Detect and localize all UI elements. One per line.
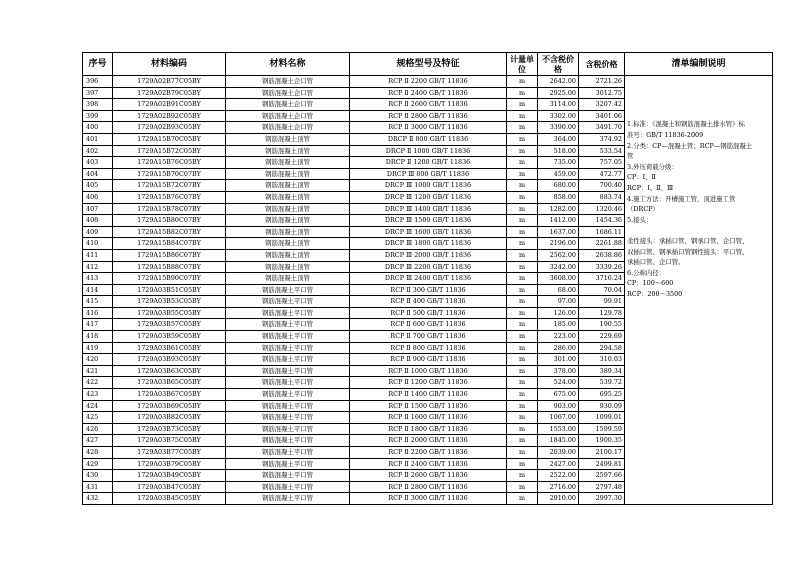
cell-unit: m	[507, 412, 538, 424]
note-line	[627, 98, 770, 109]
cell-no: 397	[83, 87, 113, 99]
cell-no: 411	[83, 249, 113, 261]
cell-price-in: 310.03	[579, 354, 625, 366]
cell-name: 钢筋混凝土平口管	[226, 470, 350, 482]
cell-code: 1729A15B70C05BY	[113, 133, 226, 145]
cell-spec: RCP Ⅱ 2200 GB/T 11836	[350, 76, 507, 88]
cell-price-in: 2499.81	[579, 458, 625, 470]
cell-spec: RCP Ⅱ 2400 GB/T 11836	[350, 458, 507, 470]
cell-no: 407	[83, 203, 113, 215]
cell-unit: m	[507, 307, 538, 319]
cell-unit: m	[507, 400, 538, 412]
cell-price-in: 2721.26	[579, 76, 625, 88]
cell-name: 钢筋混凝土平口管	[226, 412, 350, 424]
cell-name: 钢筋混凝土平口管	[226, 354, 350, 366]
cell-spec: DRCP Ⅲ 1500 GB/T 11836	[350, 215, 507, 227]
cell-price-ex: 524.00	[538, 377, 579, 389]
cell-price-in: 190.55	[579, 319, 625, 331]
cell-spec: RCP Ⅱ 3000 GB/T 11836	[350, 122, 507, 134]
cell-spec: RCP Ⅱ 900 GB/T 11836	[350, 354, 507, 366]
cell-spec: DRCP Ⅲ 2000 GB/T 11836	[350, 249, 507, 261]
cell-price-ex: 2427.00	[538, 458, 579, 470]
cell-price-in: 2261.88	[579, 238, 625, 250]
cell-name: 钢筋混凝土平口管	[226, 493, 350, 505]
cell-code: 1729A03B49C05BY	[113, 470, 226, 482]
cell-spec: DRCP Ⅱ 800 GB/T 11836	[350, 133, 507, 145]
cell-no: 396	[83, 76, 113, 88]
cell-spec: RCP Ⅱ 2800 GB/T 11836	[350, 481, 507, 493]
cell-name: 钢筋混凝土平口管	[226, 435, 350, 447]
cell-price-in: 2638.86	[579, 249, 625, 261]
cell-spec: RCP Ⅱ 1400 GB/T 11836	[350, 389, 507, 401]
cell-unit: m	[507, 180, 538, 192]
cell-price-in: 389.34	[579, 365, 625, 377]
cell-code: 1729A03B69C05BY	[113, 400, 226, 412]
cell-spec: RCP Ⅱ 2800 GB/T 11836	[350, 110, 507, 122]
cell-code: 1729A15B72C07BY	[113, 180, 226, 192]
cell-spec: DRCP Ⅲ 1000 GB/T 11836	[350, 180, 507, 192]
cell-code: 1729A03B79C05BY	[113, 458, 226, 470]
cell-no: 404	[83, 168, 113, 180]
cell-code: 1729A03B67C05BY	[113, 389, 226, 401]
cell-price-in: 2597.66	[579, 470, 625, 482]
cell-name: 钢筋混凝土企口管	[226, 122, 350, 134]
note-line: （DRCP）	[627, 205, 659, 214]
header-unit: 计量单位	[507, 53, 538, 76]
cell-spec: DRCP Ⅱ 1000 GB/T 11836	[350, 145, 507, 157]
cell-code: 1729A15B90C07BY	[113, 273, 226, 285]
cell-unit: m	[507, 423, 538, 435]
cell-price-ex: 2196.00	[538, 238, 579, 250]
cell-price-in: 1320.46	[579, 203, 625, 215]
header-row	[83, 53, 773, 76]
cell-price-ex: 1412.00	[538, 215, 579, 227]
cell-price-ex: 1637.00	[538, 226, 579, 238]
cell-unit: m	[507, 435, 538, 447]
cell-unit: m	[507, 377, 538, 389]
cell-unit: m	[507, 76, 538, 88]
cell-unit: m	[507, 447, 538, 459]
cell-name: 钢筋混凝土顶管	[226, 203, 350, 215]
cell-price-in: 930.09	[579, 400, 625, 412]
cell-price-ex: 675.00	[538, 389, 579, 401]
cell-name: 钢筋混凝土平口管	[226, 296, 350, 308]
cell-name: 钢筋混凝土平口管	[226, 389, 350, 401]
cell-name: 钢筋混凝土平口管	[226, 331, 350, 343]
cell-no: 405	[83, 180, 113, 192]
cell-price-ex: 3114.00	[538, 99, 579, 111]
cell-code: 1729A15B86C07BY	[113, 249, 226, 261]
note-line	[627, 225, 770, 236]
cell-price-in: 472.77	[579, 168, 625, 180]
cell-price-in: 294.58	[579, 342, 625, 354]
cell-unit: m	[507, 168, 538, 180]
header-price-ex: 不含税价 格	[538, 53, 579, 76]
cell-no: 426	[83, 423, 113, 435]
cell-price-ex: 459.00	[538, 168, 579, 180]
cell-no: 430	[83, 470, 113, 482]
cell-price-ex: 2910.00	[538, 493, 579, 505]
note-line: RCP：200～3500	[627, 289, 683, 298]
cell-code: 1729A03B65C05BY	[113, 377, 226, 389]
cell-name: 钢筋混凝土平口管	[226, 342, 350, 354]
cell-price-ex: 301.00	[538, 354, 579, 366]
notes-cell	[625, 76, 773, 505]
header-spec: 规格型号及特征	[350, 53, 507, 76]
cell-code: 1729A15B78C07BY	[113, 203, 226, 215]
cell-no: 432	[83, 493, 113, 505]
note-line: 管	[627, 152, 634, 161]
cell-code: 1729A03B73C05BY	[113, 423, 226, 435]
cell-code: 1729A03B63C05BY	[113, 365, 226, 377]
cell-unit: m	[507, 458, 538, 470]
cell-unit: m	[507, 215, 538, 227]
cell-name: 钢筋混凝土顶管	[226, 261, 350, 273]
cell-no: 419	[83, 342, 113, 354]
header-code: 材料编码	[113, 53, 226, 76]
cell-name: 钢筋混凝土平口管	[226, 481, 350, 493]
cell-price-ex: 2716.00	[538, 481, 579, 493]
cell-price-ex: 364.00	[538, 133, 579, 145]
cell-name: 钢筋混凝土顶管	[226, 133, 350, 145]
cell-spec: DRCP Ⅲ 800 GB/T 11836	[350, 168, 507, 180]
cell-no: 420	[83, 354, 113, 366]
header-name: 材料名称	[226, 53, 350, 76]
cell-code: 1729A15B80C07BY	[113, 215, 226, 227]
cell-price-in: 229.69	[579, 331, 625, 343]
cell-price-in: 695.25	[579, 389, 625, 401]
cell-unit: m	[507, 145, 538, 157]
cell-no: 412	[83, 261, 113, 273]
cell-code: 1729A02B91C05BY	[113, 99, 226, 111]
cell-name: 钢筋混凝土顶管	[226, 249, 350, 261]
price-table	[82, 52, 773, 505]
cell-spec: DRCP Ⅲ 1800 GB/T 11836	[350, 238, 507, 250]
cell-code: 1729A15B82C07BY	[113, 226, 226, 238]
cell-unit: m	[507, 273, 538, 285]
cell-spec: RCP Ⅱ 1200 GB/T 11836	[350, 377, 507, 389]
cell-price-ex: 286.00	[538, 342, 579, 354]
cell-unit: m	[507, 87, 538, 99]
cell-no: 402	[83, 145, 113, 157]
cell-price-in: 374.92	[579, 133, 625, 145]
cell-code: 1729A03B51C05BY	[113, 284, 226, 296]
cell-no: 400	[83, 122, 113, 134]
note-line: 双插口管、钢承插口管钢性接头：平口管、	[627, 247, 749, 256]
cell-spec: RCP Ⅱ 800 GB/T 11836	[350, 342, 507, 354]
cell-code: 1729A02B93C05BY	[113, 122, 226, 134]
cell-spec: RCP Ⅱ 700 GB/T 11836	[350, 331, 507, 343]
cell-name: 钢筋混凝土顶管	[226, 157, 350, 169]
cell-no: 424	[83, 400, 113, 412]
note-line: CP：Ⅰ、Ⅱ	[627, 173, 656, 182]
note-line: 准号：GB/T 11836-2009	[627, 130, 704, 139]
cell-unit: m	[507, 191, 538, 203]
table-body	[83, 76, 773, 505]
note-line: RCP：Ⅰ、Ⅱ、Ⅲ	[627, 183, 674, 192]
cell-spec: DRCP Ⅲ 1400 GB/T 11836	[350, 203, 507, 215]
cell-price-ex: 126.00	[538, 307, 579, 319]
cell-price-in: 129.78	[579, 307, 625, 319]
cell-code: 1729A15B84C07BY	[113, 238, 226, 250]
cell-no: 416	[83, 307, 113, 319]
cell-price-in: 1900.35	[579, 435, 625, 447]
cell-price-in: 883.74	[579, 191, 625, 203]
cell-code: 1729A15B76C07BY	[113, 191, 226, 203]
cell-no: 414	[83, 284, 113, 296]
cell-spec: RCP Ⅱ 1500 GB/T 11836	[350, 400, 507, 412]
cell-price-in: 3339.26	[579, 261, 625, 273]
cell-unit: m	[507, 203, 538, 215]
cell-code: 1729A03B53C05BY	[113, 296, 226, 308]
cell-name: 钢筋混凝土平口管	[226, 307, 350, 319]
cell-unit: m	[507, 284, 538, 296]
cell-unit: m	[507, 157, 538, 169]
cell-no: 427	[83, 435, 113, 447]
cell-price-in: 1686.11	[579, 226, 625, 238]
note-line: CP：100～600	[627, 279, 674, 288]
cell-price-ex: 2522.00	[538, 470, 579, 482]
cell-spec: RCP Ⅱ 1000 GB/T 11836	[350, 365, 507, 377]
note-line: 柔性接头：承插口管、钢承口管、企口管、	[627, 236, 749, 245]
cell-spec: RCP Ⅱ 1800 GB/T 11836	[350, 423, 507, 435]
cell-code: 1729A03B77C05BY	[113, 447, 226, 459]
cell-price-ex: 1845.00	[538, 435, 579, 447]
cell-name: 钢筋混凝土平口管	[226, 458, 350, 470]
cell-price-in: 539.72	[579, 377, 625, 389]
cell-name: 钢筋混凝土企口管	[226, 110, 350, 122]
cell-unit: m	[507, 296, 538, 308]
cell-no: 428	[83, 447, 113, 459]
cell-no: 415	[83, 296, 113, 308]
cell-price-in: 99.91	[579, 296, 625, 308]
cell-code: 1729A02B77C05BY	[113, 76, 226, 88]
header-no: 序号	[83, 53, 113, 76]
cell-price-ex: 518.00	[538, 145, 579, 157]
cell-code: 1729A03B59C05BY	[113, 331, 226, 343]
cell-spec: RCP Ⅱ 500 GB/T 11836	[350, 307, 507, 319]
cell-price-in: 70.04	[579, 284, 625, 296]
header-price-in: 含税价格	[579, 53, 625, 76]
cell-price-ex: 68.00	[538, 284, 579, 296]
cell-price-ex: 223.00	[538, 331, 579, 343]
cell-no: 401	[83, 133, 113, 145]
cell-price-ex: 185.00	[538, 319, 579, 331]
cell-spec: RCP Ⅱ 400 GB/T 11836	[350, 296, 507, 308]
cell-unit: m	[507, 365, 538, 377]
cell-no: 409	[83, 226, 113, 238]
cell-unit: m	[507, 133, 538, 145]
cell-name: 钢筋混凝土平口管	[226, 365, 350, 377]
cell-name: 钢筋混凝土平口管	[226, 400, 350, 412]
cell-code: 1729A03B45C05BY	[113, 493, 226, 505]
cell-code: 1729A15B88C07BY	[113, 261, 226, 273]
cell-code: 1729A03B82C05BY	[113, 412, 226, 424]
cell-no: 423	[83, 389, 113, 401]
cell-no: 421	[83, 365, 113, 377]
cell-unit: m	[507, 331, 538, 343]
cell-code: 1729A02B92C05BY	[113, 110, 226, 122]
cell-price-ex: 1282.00	[538, 203, 579, 215]
cell-price-in: 533.54	[579, 145, 625, 157]
cell-code: 1729A03B93C05BY	[113, 354, 226, 366]
cell-price-in: 3012.75	[579, 87, 625, 99]
cell-spec: RCP Ⅱ 2600 GB/T 11836	[350, 99, 507, 111]
note-line	[627, 109, 770, 120]
cell-no: 429	[83, 458, 113, 470]
cell-price-ex: 3302.00	[538, 110, 579, 122]
cell-price-ex: 1067.00	[538, 412, 579, 424]
cell-price-in: 3716.24	[579, 273, 625, 285]
cell-price-ex: 903.00	[538, 400, 579, 412]
note-line: 1.标准：《混凝土和钢筋混凝土排水管》标	[627, 120, 745, 129]
cell-no: 431	[83, 481, 113, 493]
cell-unit: m	[507, 342, 538, 354]
cell-spec: DRCP Ⅲ 1200 GB/T 11836	[350, 191, 507, 203]
cell-price-ex: 2925.00	[538, 87, 579, 99]
cell-price-in: 700.40	[579, 180, 625, 192]
cell-price-in: 757.05	[579, 157, 625, 169]
note-line: 6.公称内径：	[627, 268, 666, 277]
note-line: 承插口管、企口管。	[627, 258, 685, 267]
cell-no: 413	[83, 273, 113, 285]
cell-spec: RCP Ⅱ 3000 GB/T 11836	[350, 493, 507, 505]
cell-price-in: 2100.17	[579, 447, 625, 459]
cell-unit: m	[507, 493, 538, 505]
cell-no: 408	[83, 215, 113, 227]
cell-name: 钢筋混凝土顶管	[226, 191, 350, 203]
note-line: 2.分类：CP—混凝土管；RCP—钢筋混凝土	[627, 141, 753, 150]
cell-code: 1729A02B79C05BY	[113, 87, 226, 99]
cell-spec: DRCP Ⅲ 1600 GB/T 11836	[350, 226, 507, 238]
cell-price-in: 1454.36	[579, 215, 625, 227]
cell-no: 425	[83, 412, 113, 424]
cell-price-in: 1599.59	[579, 423, 625, 435]
cell-code: 1729A03B61C05BY	[113, 342, 226, 354]
cell-name: 钢筋混凝土顶管	[226, 168, 350, 180]
note-line	[627, 77, 770, 88]
cell-price-in: 2997.30	[579, 493, 625, 505]
note-line: 5.接头：	[627, 215, 653, 224]
cell-unit: m	[507, 389, 538, 401]
table-row	[83, 76, 773, 88]
cell-name: 钢筋混凝土企口管	[226, 99, 350, 111]
cell-name: 钢筋混凝土平口管	[226, 377, 350, 389]
cell-name: 钢筋混凝土企口管	[226, 87, 350, 99]
cell-unit: m	[507, 261, 538, 273]
cell-code: 1729A03B57C05BY	[113, 319, 226, 331]
cell-no: 398	[83, 99, 113, 111]
cell-name: 钢筋混凝土平口管	[226, 284, 350, 296]
cell-unit: m	[507, 122, 538, 134]
note-line	[627, 88, 770, 99]
cell-code: 1729A03B55C05BY	[113, 307, 226, 319]
cell-code: 1729A15B70C07BY	[113, 168, 226, 180]
cell-spec: RCP Ⅱ 2400 GB/T 11836	[350, 87, 507, 99]
cell-price-ex: 3242.00	[538, 261, 579, 273]
cell-no: 406	[83, 191, 113, 203]
cell-unit: m	[507, 226, 538, 238]
cell-unit: m	[507, 354, 538, 366]
cell-name: 钢筋混凝土顶管	[226, 226, 350, 238]
cell-no: 422	[83, 377, 113, 389]
cell-unit: m	[507, 470, 538, 482]
cell-name: 钢筋混凝土顶管	[226, 238, 350, 250]
cell-price-ex: 2039.00	[538, 447, 579, 459]
cell-price-in: 1099.01	[579, 412, 625, 424]
cell-unit: m	[507, 238, 538, 250]
cell-spec: RCP Ⅱ 300 GB/T 11836	[350, 284, 507, 296]
cell-price-ex: 378.00	[538, 365, 579, 377]
cell-spec: DRCP Ⅲ 2400 GB/T 11836	[350, 273, 507, 285]
cell-no: 403	[83, 157, 113, 169]
cell-unit: m	[507, 99, 538, 111]
cell-spec: RCP Ⅱ 2000 GB/T 11836	[350, 435, 507, 447]
cell-price-in: 3491.70	[579, 122, 625, 134]
cell-name: 钢筋混凝土顶管	[226, 180, 350, 192]
cell-price-ex: 2642.00	[538, 76, 579, 88]
cell-spec: DRCP Ⅱ 1200 GB/T 11836	[350, 157, 507, 169]
cell-spec: RCP Ⅱ 600 GB/T 11836	[350, 319, 507, 331]
note-line: 4.施工方法：开槽施工管，顶进施工管	[627, 194, 736, 203]
cell-name: 钢筋混凝土平口管	[226, 447, 350, 459]
cell-price-ex: 3608.00	[538, 273, 579, 285]
cell-code: 1729A15B76C05BY	[113, 157, 226, 169]
cell-price-ex: 1553.00	[538, 423, 579, 435]
cell-no: 399	[83, 110, 113, 122]
cell-spec: RCP Ⅱ 2200 GB/T 11836	[350, 447, 507, 459]
cell-spec: DRCP Ⅲ 2200 GB/T 11836	[350, 261, 507, 273]
cell-code: 1729A03B75C05BY	[113, 435, 226, 447]
cell-name: 钢筋混凝土企口管	[226, 76, 350, 88]
header-notes: 清单编制说明	[625, 53, 773, 76]
cell-name: 钢筋混凝土平口管	[226, 319, 350, 331]
cell-price-ex: 2562.00	[538, 249, 579, 261]
cell-unit: m	[507, 481, 538, 493]
note-line: 3.外压荷载分级：	[627, 162, 678, 171]
cell-name: 钢筋混凝土顶管	[226, 215, 350, 227]
cell-unit: m	[507, 319, 538, 331]
cell-price-in: 2797.48	[579, 481, 625, 493]
cell-price-ex: 3390.00	[538, 122, 579, 134]
cell-name: 钢筋混凝土平口管	[226, 423, 350, 435]
cell-price-ex: 97.00	[538, 296, 579, 308]
cell-spec: RCP Ⅱ 2600 GB/T 11836	[350, 470, 507, 482]
cell-unit: m	[507, 110, 538, 122]
cell-price-in: 3207.42	[579, 99, 625, 111]
cell-no: 410	[83, 238, 113, 250]
cell-spec: RCP Ⅱ 1600 GB/T 11836	[350, 412, 507, 424]
cell-no: 418	[83, 331, 113, 343]
cell-price-ex: 680.00	[538, 180, 579, 192]
cell-price-ex: 858.00	[538, 191, 579, 203]
cell-code: 1729A15B72C05BY	[113, 145, 226, 157]
cell-code: 1729A03B47C05BY	[113, 481, 226, 493]
cell-name: 钢筋混凝土顶管	[226, 145, 350, 157]
cell-price-in: 3401.06	[579, 110, 625, 122]
cell-no: 417	[83, 319, 113, 331]
cell-unit: m	[507, 249, 538, 261]
cell-name: 钢筋混凝土顶管	[226, 273, 350, 285]
cell-price-ex: 735.00	[538, 157, 579, 169]
